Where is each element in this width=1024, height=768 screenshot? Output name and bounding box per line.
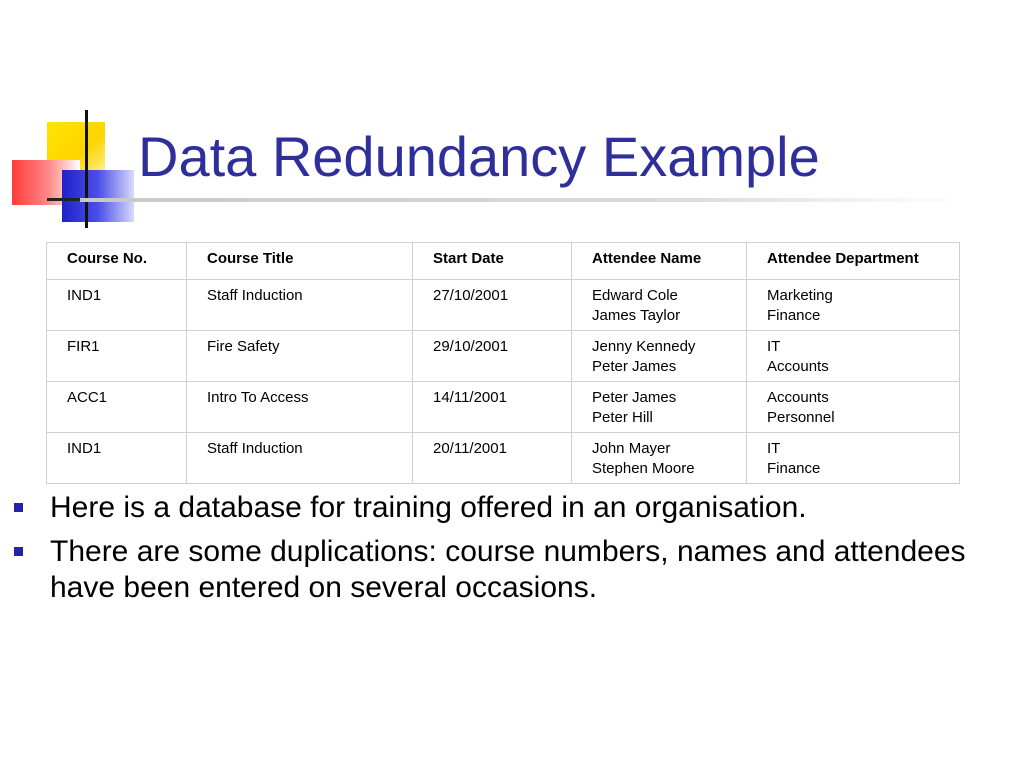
attendee-department: Finance — [767, 460, 821, 477]
cell-attendee-name — [572, 331, 747, 382]
cell-attendee-name — [572, 433, 747, 484]
cell-start-date: 29/10/2001 — [413, 331, 572, 382]
cell-attendee-department — [747, 382, 960, 433]
attendee-department: Accounts — [767, 389, 829, 406]
logo-vertical-line — [85, 110, 88, 228]
attendee-department: Personnel — [767, 409, 835, 426]
cell-start-date: 14/11/2001 — [413, 382, 572, 433]
slide-title: Data Redundancy Example — [138, 125, 820, 188]
course-attendance-table — [46, 242, 960, 484]
attendee-department: IT — [767, 338, 781, 355]
table-row — [47, 331, 960, 382]
cell-attendee-department — [747, 433, 960, 484]
attendee-department: Finance — [767, 307, 821, 324]
attendee-name: Peter James — [592, 358, 677, 375]
header-attendee-department: Attendee Department — [747, 243, 960, 280]
cell-start-date: 20/11/2001 — [413, 433, 572, 484]
attendee-name: James Taylor — [592, 307, 681, 324]
cell-course-no: IND1 — [47, 433, 187, 484]
bullet-text: Here is a database for training offered in an organisation. — [50, 491, 807, 524]
cell-course-title: Staff Induction — [187, 433, 413, 484]
attendee-name: Peter James — [592, 389, 677, 406]
attendee-department: Marketing — [767, 287, 833, 304]
cell-course-no: IND1 — [47, 280, 187, 331]
table-header-row — [47, 243, 960, 280]
cell-course-no: FIR1 — [47, 331, 187, 382]
attendee-department: IT — [767, 440, 781, 457]
attendee-name: John Mayer — [592, 440, 671, 457]
attendee-name: Peter Hill — [592, 409, 653, 426]
header-attendee-name: Attendee Name — [572, 243, 747, 280]
cell-course-no: ACC1 — [47, 382, 187, 433]
header-course-title: Course Title — [187, 243, 413, 280]
table-row — [47, 433, 960, 484]
header-course-no: Course No. — [47, 243, 187, 280]
square-bullet-icon — [14, 547, 23, 556]
attendee-name: Jenny Kennedy — [592, 338, 696, 355]
title-divider — [80, 198, 960, 202]
table-row — [47, 382, 960, 433]
cell-course-title: Staff Induction — [187, 280, 413, 331]
bullet-item — [14, 534, 994, 606]
attendee-name: Edward Cole — [592, 287, 678, 304]
attendee-department: Accounts — [767, 358, 829, 375]
cell-course-title: Fire Safety — [187, 331, 413, 382]
logo-blue-square — [62, 170, 134, 222]
bullet-list — [14, 490, 994, 614]
header-start-date: Start Date — [413, 243, 572, 280]
cell-attendee-name — [572, 280, 747, 331]
square-bullet-icon — [14, 503, 23, 512]
cell-start-date: 27/10/2001 — [413, 280, 572, 331]
cell-course-title: Intro To Access — [187, 382, 413, 433]
overlapping-squares-logo-icon — [0, 0, 150, 240]
attendee-name: Stephen Moore — [592, 460, 695, 477]
cell-attendee-department — [747, 280, 960, 331]
bullet-text: There are some duplications: course numbers, names and attendees have been entered on several occasions. — [50, 535, 966, 604]
bullet-item — [14, 490, 994, 526]
cell-attendee-department — [747, 331, 960, 382]
cell-attendee-name — [572, 382, 747, 433]
table-row — [47, 280, 960, 331]
